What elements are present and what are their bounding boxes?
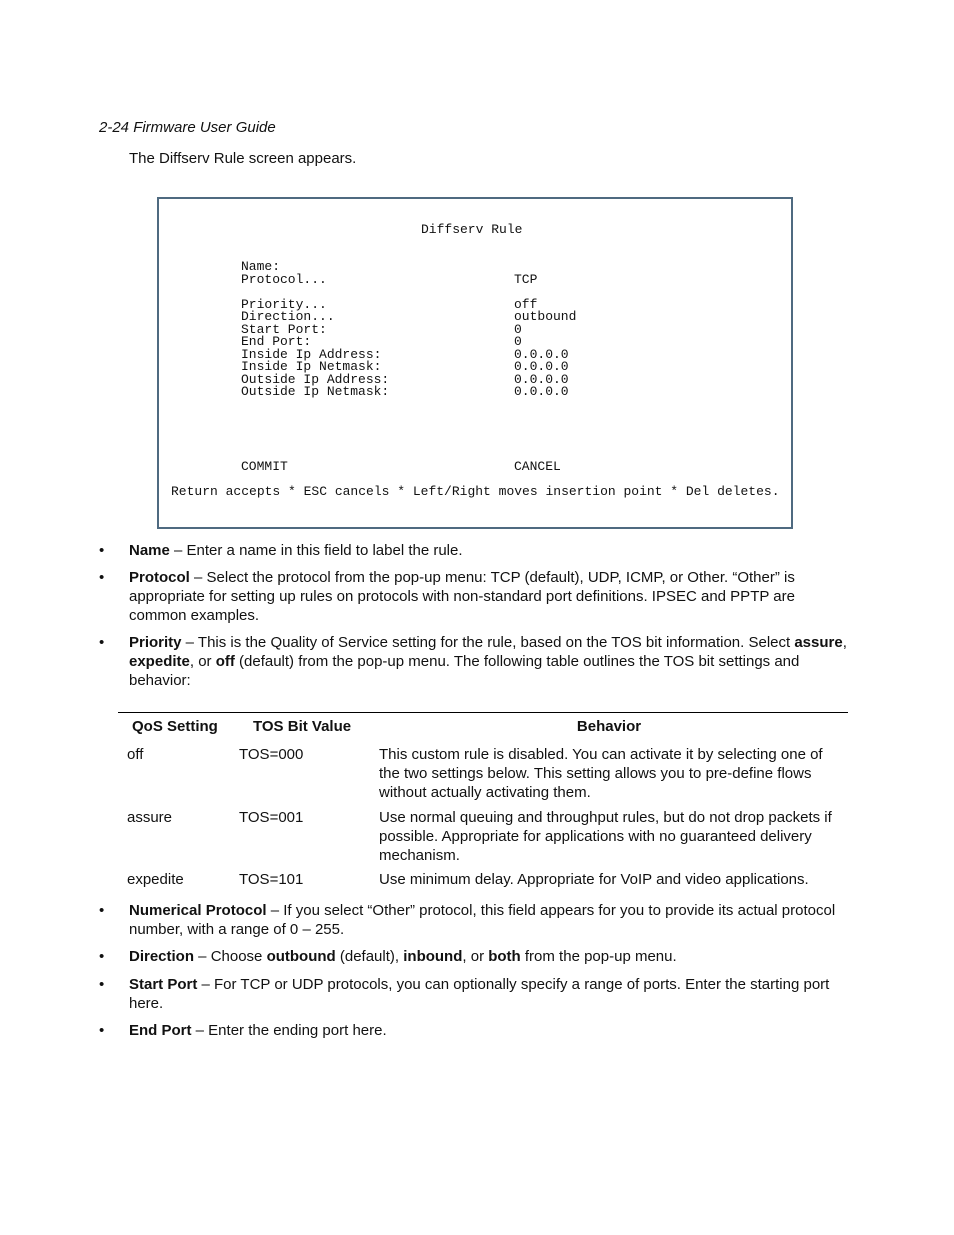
field-label-name: Name: bbox=[241, 259, 281, 274]
table-top-rule bbox=[118, 712, 848, 713]
separator: , bbox=[842, 634, 847, 651]
field-value-direction[interactable]: outbound bbox=[514, 309, 577, 324]
screen-title: Diffserv Rule bbox=[421, 222, 523, 237]
field-value-protocol[interactable]: TCP bbox=[514, 272, 538, 287]
help-line: Return accepts * ESC cancels * Left/Right moves insertion point * Del deletes. bbox=[171, 484, 780, 499]
field-value-outside-ip-address[interactable]: 0.0.0.0 bbox=[514, 372, 569, 387]
field-value-outside-ip-netmask[interactable]: 0.0.0.0 bbox=[514, 384, 569, 399]
row-off-behavior: This custom rule is disabled. You can activate it by selecting one of the two settings below. This setting allows you to pre-define flows without actually activating them. bbox=[379, 746, 823, 801]
bullet-text: (default) from the pop-up menu. The following table outlines the TOS bit settings and behavior: bbox=[129, 653, 800, 689]
header-tos-bit-value: TOS Bit Value bbox=[253, 718, 352, 735]
option-off: off bbox=[215, 653, 235, 670]
field-label-end-port: End Port: bbox=[241, 334, 312, 349]
bullet-glyph: • bbox=[99, 1022, 105, 1039]
row-assure-behavior: Use normal queuing and throughput rules, but do not drop packets if possible. Appropriate for applications with no guaranteed delivery mechanism. bbox=[379, 809, 832, 864]
cancel-button[interactable]: CANCEL bbox=[514, 459, 561, 474]
field-value-end-port[interactable]: 0 bbox=[514, 334, 522, 349]
bullet-term: Name bbox=[129, 542, 170, 559]
bullet-text: – Enter a name in this field to label the rule. bbox=[169, 542, 463, 559]
bullet-end-port bbox=[99, 1021, 855, 1040]
option-both: both bbox=[488, 948, 521, 965]
bullet-term: Direction bbox=[129, 948, 195, 965]
field-label-direction: Direction... bbox=[241, 309, 335, 324]
bullet-text: – Select the protocol from the pop-up menu: TCP (default), UDP, ICMP, or Other. “Other” is appropriate for setting up rules on protocols with non-standard port definitions. IPSEC and PPTP are common examples. bbox=[129, 569, 795, 624]
header-qos-setting: QoS Setting bbox=[132, 718, 218, 735]
field-label-start-port: Start Port: bbox=[241, 322, 327, 337]
row-expedite-setting: expedite bbox=[127, 871, 184, 888]
field-label-protocol: Protocol... bbox=[241, 272, 327, 287]
commit-button[interactable]: COMMIT bbox=[241, 459, 288, 474]
row-off-tos: TOS=000 bbox=[239, 746, 304, 763]
field-label-inside-ip-address: Inside Ip Address: bbox=[241, 347, 382, 362]
bullet-term: Numerical Protocol bbox=[129, 902, 267, 919]
field-label-priority: Priority... bbox=[241, 297, 327, 312]
bullet-text: – For TCP or UDP protocols, you can optionally specify a range of ports. Enter the starting port here. bbox=[129, 976, 830, 1012]
intro-text: The Diffserv Rule screen appears. bbox=[129, 150, 357, 167]
row-expedite-tos: TOS=101 bbox=[239, 871, 304, 888]
bullet-text: – This is the Quality of Service setting for the rule, based on the TOS bit information. Select bbox=[181, 634, 795, 651]
field-label-inside-ip-netmask: Inside Ip Netmask: bbox=[241, 359, 382, 374]
option-assure: assure bbox=[794, 634, 843, 651]
field-label-outside-ip-netmask: Outside Ip Netmask: bbox=[241, 384, 390, 399]
option-inbound: inbound bbox=[403, 948, 463, 965]
header-behavior: Behavior bbox=[576, 718, 642, 735]
bullet-text: from the pop-up menu. bbox=[520, 948, 677, 965]
bullet-text: – If you select “Other” protocol, this field appears for you to provide its actual protocol number, with a range of 0 – 255. bbox=[129, 902, 836, 938]
field-value-start-port[interactable]: 0 bbox=[514, 322, 522, 337]
bullet-text: – Choose bbox=[194, 948, 267, 965]
bullet-text: (default), bbox=[335, 948, 404, 965]
bullet-term: Start Port bbox=[129, 976, 198, 993]
page-header: 2-24 Firmware User Guide bbox=[99, 119, 276, 136]
field-value-priority[interactable]: off bbox=[514, 297, 538, 312]
option-expedite: expedite bbox=[129, 653, 190, 670]
bullet-glyph: • bbox=[99, 976, 105, 993]
bullet-start-port bbox=[99, 975, 855, 1013]
bullet-numerical-protocol bbox=[99, 901, 855, 939]
bullet-glyph: • bbox=[99, 569, 105, 586]
bullet-glyph: • bbox=[99, 948, 105, 965]
bullet-text: – Enter the ending port here. bbox=[191, 1022, 387, 1039]
field-label-outside-ip-address: Outside Ip Address: bbox=[241, 372, 390, 387]
bullet-term: End Port bbox=[129, 1022, 192, 1039]
bullet-term: Priority bbox=[129, 634, 182, 651]
diffserv-rule-screen bbox=[157, 197, 793, 529]
field-value-inside-ip-netmask[interactable]: 0.0.0.0 bbox=[514, 359, 569, 374]
row-assure-tos: TOS=001 bbox=[239, 809, 304, 826]
bullet-protocol bbox=[99, 568, 855, 625]
bullet-glyph: • bbox=[99, 902, 105, 919]
bullet-text: , or bbox=[462, 948, 489, 965]
bullet-term: Protocol bbox=[129, 569, 190, 586]
field-value-inside-ip-address[interactable]: 0.0.0.0 bbox=[514, 347, 569, 362]
option-outbound: outbound bbox=[266, 948, 336, 965]
bullet-name bbox=[99, 541, 855, 560]
bullet-direction bbox=[99, 947, 855, 966]
row-assure-setting: assure bbox=[127, 809, 173, 826]
bullet-glyph: • bbox=[99, 634, 105, 651]
bullet-priority bbox=[99, 633, 855, 690]
row-off-setting: off bbox=[127, 746, 144, 763]
separator: , or bbox=[189, 653, 216, 670]
bullet-glyph: • bbox=[99, 542, 105, 559]
row-expedite-behavior: Use minimum delay. Appropriate for VoIP and video applications. bbox=[379, 871, 809, 888]
